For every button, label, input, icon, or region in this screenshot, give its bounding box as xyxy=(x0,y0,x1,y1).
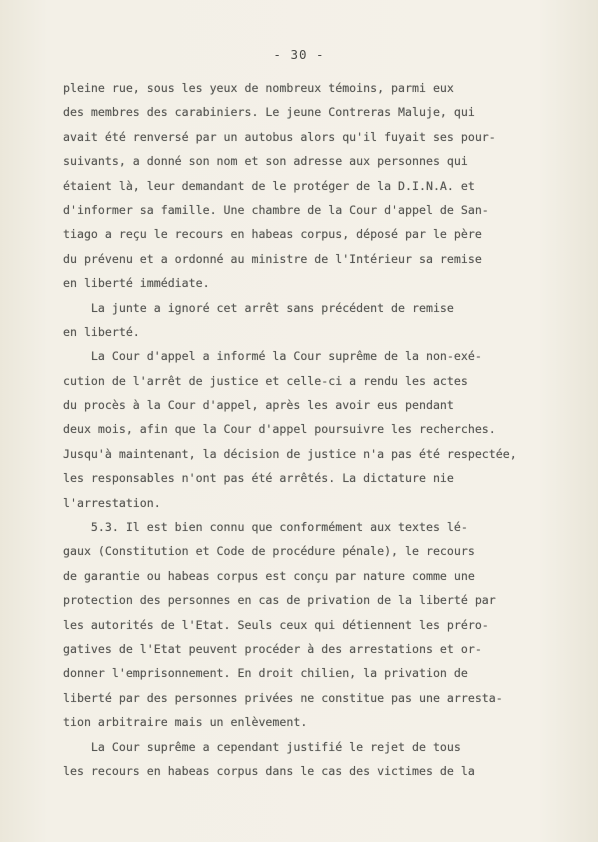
text-line: suivants, a donné son nom et son adresse aux personnes qui xyxy=(63,154,468,169)
text-line: tiago a reçu le recours en habeas corpus, déposé par le père xyxy=(63,227,482,242)
paragraph xyxy=(63,515,529,735)
page-number: - 30 - xyxy=(273,47,325,62)
text-line: liberté par des personnes privées ne constitue pas une arresta- xyxy=(63,690,503,705)
text-line: 5.3. Il est bien connu que conformément aux textes lé- xyxy=(63,520,468,535)
text-line: les responsables n'ont pas été arrêtés. La dictature nie xyxy=(63,471,454,486)
text-line: les autorités de l'Etat. Seuls ceux qui détiennent les préro- xyxy=(63,617,489,632)
text-line: gatives de l'Etat peuvent procéder à des arrestations et or- xyxy=(63,641,482,656)
text-line: en liberté. xyxy=(63,324,140,339)
text-line: du prévenu et a ordonné au ministre de l'Intérieur sa remise xyxy=(63,251,482,266)
text-line: gaux (Constitution et Code de procédure pénale), le recours xyxy=(63,544,475,559)
paragraph xyxy=(63,76,529,296)
text-line: avait été renversé par un autobus alors qu'il fuyait ses pour- xyxy=(63,129,496,144)
text-line: Jusqu'à maintenant, la décision de justice n'a pas été respectée, xyxy=(63,446,517,461)
text-line: l'arrestation. xyxy=(63,495,161,510)
text-line: d'informer sa famille. Une chambre de la Cour d'appel de San- xyxy=(63,202,489,217)
paragraph xyxy=(63,344,529,515)
text-line: La Cour suprême a cependant justifié le rejet de tous xyxy=(63,739,461,754)
text-line: des membres des carabiniers. Le jeune Contreras Maluje, qui xyxy=(63,105,475,120)
text-line: du procès à la Cour d'appel, après les avoir eus pendant xyxy=(63,398,454,413)
text-line: tion arbitraire mais un enlèvement. xyxy=(63,715,308,730)
text-line: deux mois, afin que la Cour d'appel poursuivre les recherches. xyxy=(63,422,496,437)
text-line: cution de l'arrêt de justice et celle-ci a rendu les actes xyxy=(63,373,468,388)
text-line: donner l'emprisonnement. En droit chilien, la privation de xyxy=(63,666,468,681)
text-line: La junte a ignoré cet arrêt sans précédent de remise xyxy=(63,300,454,315)
text-line: les recours en habeas corpus dans le cas des victimes de la xyxy=(63,763,475,778)
text-line: de garantie ou habeas corpus est conçu par nature comme une xyxy=(63,568,475,583)
text-line: La Cour d'appel a informé la Cour suprême de la non-exé- xyxy=(63,349,482,364)
text-line: pleine rue, sous les yeux de nombreux témoins, parmi eux xyxy=(63,81,454,95)
paragraph xyxy=(63,735,529,784)
document-body xyxy=(63,76,529,783)
text-line: étaient là, leur demandant de le protéger de la D.I.N.A. et xyxy=(63,178,475,193)
text-line: en liberté immédiate. xyxy=(63,276,210,291)
paragraph xyxy=(63,296,529,345)
text-line: protection des personnes en cas de privation de la liberté par xyxy=(63,593,496,608)
